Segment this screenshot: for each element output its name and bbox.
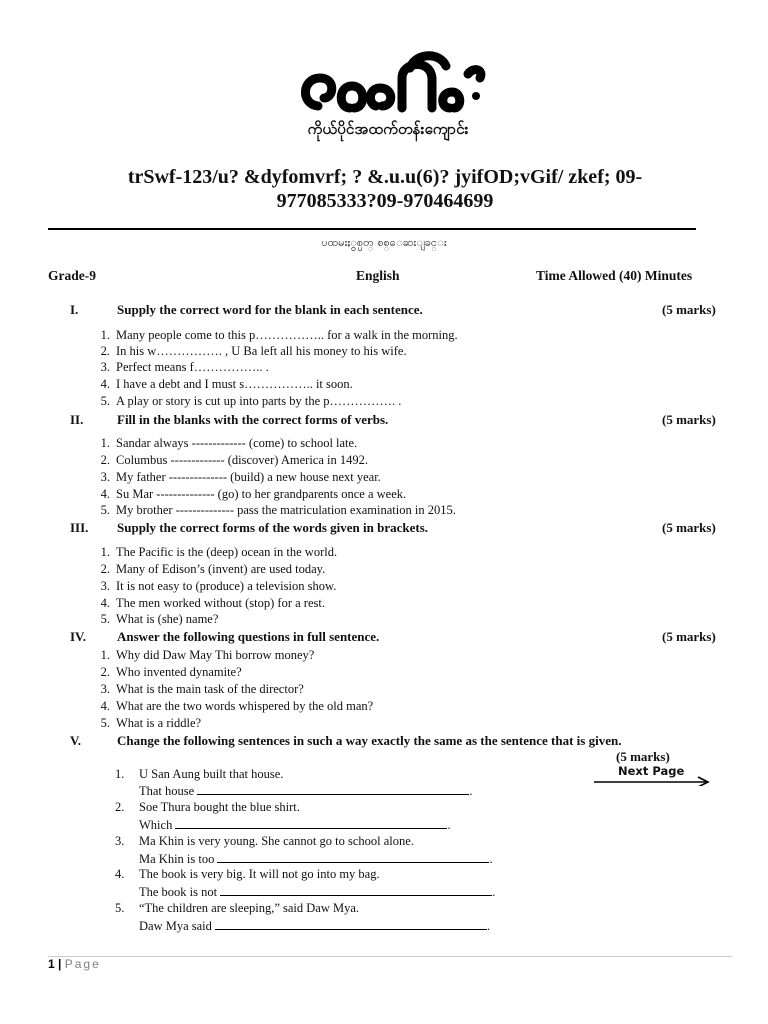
item-number: 5. xyxy=(115,901,125,915)
answer-prompt: Which xyxy=(139,818,173,832)
answer-blank[interactable] xyxy=(197,783,469,795)
item-number: 5. xyxy=(100,612,110,626)
question-text: U San Aung built that house. xyxy=(139,767,284,781)
address-line-1: trSwf-123/u? &dyfomvrf; ? &.u.u(6)? jyifOD;vGif/ zkef; 09- xyxy=(127,166,643,188)
section-number: IV. xyxy=(70,629,87,644)
item-number: 2. xyxy=(100,665,110,679)
answer-line: The book is not . xyxy=(139,885,496,899)
time-allowed: Time Allowed (40) Minutes xyxy=(536,268,693,283)
list-item: What is the main task of the director? xyxy=(116,682,304,696)
answer-prompt: Daw Mya said xyxy=(139,919,212,933)
page-number: 1 xyxy=(48,957,55,971)
answer-blank[interactable] xyxy=(215,918,487,930)
answer-blank[interactable] xyxy=(217,851,489,863)
answer-line: Which . xyxy=(139,818,451,832)
footer-divider xyxy=(48,956,732,957)
item-number: 3. xyxy=(100,360,110,374)
page-label: Page xyxy=(64,957,101,971)
list-item: It is not easy to (produce) a television show. xyxy=(116,579,337,593)
item-number: 4. xyxy=(100,596,110,610)
subject-label: English xyxy=(356,268,400,283)
list-item: Perfect means f…………….. . xyxy=(116,360,269,374)
list-item: What is a riddle? xyxy=(116,716,202,730)
list-item: Columbus ------------- (discover) America in 1492. xyxy=(116,453,368,467)
answer-line: Ma Khin is too . xyxy=(139,852,493,866)
item-number: 4. xyxy=(115,867,125,881)
item-number: 2. xyxy=(115,800,125,814)
item-number: 1. xyxy=(100,648,110,662)
next-page-label: Next Page xyxy=(618,764,685,778)
list-item: I have a debt and I must s…………….. it soon. xyxy=(116,377,353,391)
item-number: 3. xyxy=(100,470,110,484)
item-number: 1. xyxy=(100,545,110,559)
question-text: “The children are sleeping,” said Daw Mya. xyxy=(139,901,360,915)
item-number: 5. xyxy=(100,716,110,730)
address-line-2: 977085333?09-970464699 xyxy=(276,190,494,212)
section-number: III. xyxy=(70,520,89,535)
list-item: Many people come to this p…………….. for a walk in the morning. xyxy=(116,328,458,342)
header-divider xyxy=(48,228,696,230)
list-item: What is (she) name? xyxy=(116,612,219,626)
list-item: A play or story is cut up into parts by the p……………. . xyxy=(116,394,402,408)
item-number: 3. xyxy=(100,579,110,593)
item-number: 3. xyxy=(100,682,110,696)
answer-line: That house . xyxy=(139,784,473,798)
section-marks: (5 marks) xyxy=(616,749,670,764)
item-number: 2. xyxy=(100,453,110,467)
answer-blank[interactable] xyxy=(220,884,492,896)
answer-blank[interactable] xyxy=(175,817,447,829)
list-item: Su Mar -------------- (go) to her grandparents once a week. xyxy=(116,487,407,501)
answer-line: Daw Mya said . xyxy=(139,919,491,933)
section-title: Answer the following questions in full sentence. xyxy=(117,629,380,644)
section-marks: (5 marks) xyxy=(662,412,716,427)
list-item: The Pacific is the (deep) ocean in the world. xyxy=(116,545,338,559)
next-page-arrow-icon xyxy=(594,772,710,786)
section-number: II. xyxy=(70,412,84,427)
list-item: Many of Edison’s (invent) are used today. xyxy=(116,562,326,576)
answer-prompt: That house xyxy=(139,784,195,798)
question-text: Ma Khin is very young. She cannot go to school alone. xyxy=(139,834,414,848)
grade-label: Grade-9 xyxy=(48,268,96,283)
item-number: 2. xyxy=(100,344,110,358)
section-marks: (5 marks) xyxy=(662,520,716,535)
section-marks: (5 marks) xyxy=(662,302,716,317)
list-item: The men worked without (stop) for a rest. xyxy=(116,596,325,610)
section-title: Supply the correct forms of the words given in brackets. xyxy=(117,520,429,535)
item-number: 4. xyxy=(100,487,110,501)
section-number: V. xyxy=(70,733,81,748)
exam-subtitle: ပထမးႏွစ္ပတ္ စစ္ေဆးျခင္း xyxy=(321,236,447,249)
item-number: 1. xyxy=(100,436,110,450)
item-number: 2. xyxy=(100,562,110,576)
school-logo-mark xyxy=(290,48,490,120)
section-number: I. xyxy=(70,302,79,317)
item-number: 5. xyxy=(100,394,110,408)
list-item: In his w……………. , U Ba left all his money to his wife. xyxy=(116,344,407,358)
question-text: Soe Thura bought the blue shirt. xyxy=(139,800,300,814)
list-item: What are the two words whispered by the old man? xyxy=(116,699,374,713)
section-marks: (5 marks) xyxy=(662,629,716,644)
list-item: My father -------------- (build) a new house next year. xyxy=(116,470,381,484)
section-title: Supply the correct word for the blank in each sentence. xyxy=(117,302,423,317)
answer-prompt: Ma Khin is too xyxy=(139,852,215,866)
list-item: My brother -------------- pass the matriculation examination in 2015. xyxy=(116,503,456,517)
item-number: 1. xyxy=(100,328,110,342)
school-name: ကိုယ်ပိုင်အထက်တန်းကျောင်း xyxy=(307,120,469,138)
page-footer xyxy=(48,957,101,971)
question-text: The book is very big. It will not go into my bag. xyxy=(139,867,380,881)
item-number: 4. xyxy=(100,377,110,391)
section-title: Fill in the blanks with the correct forms of verbs. xyxy=(117,412,389,427)
answer-prompt: The book is not xyxy=(139,885,218,899)
item-number: 1. xyxy=(115,767,125,781)
item-number: 4. xyxy=(100,699,110,713)
footer-separator: | xyxy=(58,957,62,971)
list-item: Sandar always ------------- (come) to school late. xyxy=(116,436,358,450)
list-item: Why did Daw May Thi borrow money? xyxy=(116,648,315,662)
item-number: 5. xyxy=(100,503,110,517)
list-item: Who invented dynamite? xyxy=(116,665,242,679)
item-number: 3. xyxy=(115,834,125,848)
section-title: Change the following sentences in such a way exactly the same as the sentence that is given. xyxy=(117,733,622,748)
